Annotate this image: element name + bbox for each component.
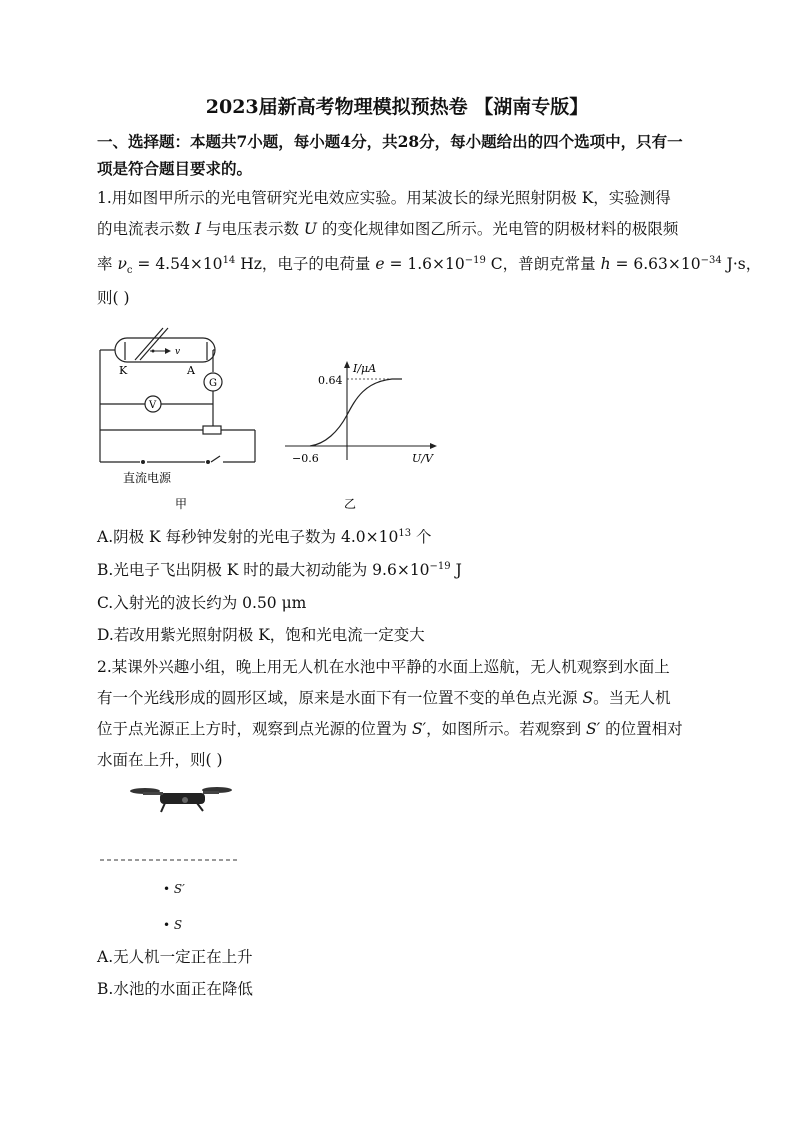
iu-curve	[310, 379, 402, 446]
q2-option-a: A.无人机一定正在上升	[97, 948, 253, 966]
q1-option-d: D.若改用紫光照射阴极 K，饱和光电流一定变大	[97, 626, 425, 644]
galvanometer-label: G	[209, 378, 217, 389]
q2-stem-line4: 水面在上升，则( )	[97, 751, 223, 769]
q2-stem-line3: 位于点光源正上方时，观察到点光源的位置为 S′，如图所示。若观察到 S′ 的位置相对	[97, 720, 683, 738]
cathode-label: K	[119, 364, 128, 377]
q2-stem-line1: 2.某课外兴趣小组，晚上用无人机在水池中平静的水面上巡航，无人机观察到水面上	[97, 658, 670, 676]
q1-stem-line1: 1.用如图甲所示的光电管研究光电效应实验。用某波长的绿光照射阴极 K，实验测得	[97, 189, 671, 207]
image-point-s-prime: • S′	[163, 882, 185, 896]
drone-icon	[125, 783, 240, 815]
section-instruction-line2: 项是符合题目要求的。	[97, 159, 253, 178]
voltmeter-label: V	[149, 400, 157, 411]
figure-jia-label: 甲	[175, 497, 188, 511]
power-supply-label: 直流电源	[123, 471, 172, 485]
figure-yi-label: 乙	[344, 497, 357, 511]
y-tick-label: 0.64	[318, 374, 343, 387]
q1-option-b: B.光电子飞出阴极 K 时的最大初动能为 $9.6\times 10^{-19}$ J	[97, 560, 462, 579]
light-source-s: • S	[163, 918, 183, 932]
q1-option-a: A.阴极 K 每秒钟发射的光电子数为 $4.0\times 10^{13}$ 个	[97, 527, 432, 546]
figure-yi-graph	[280, 360, 450, 515]
q1-stem-line3: 率 $\nu_c = 4.54\times 10^{14}$ Hz，电子的电荷量 $e = 1.6\times 10^{-19}$ C，普朗克常量 $h = 6.63\times 10^{-34}$ J·s，	[97, 254, 762, 277]
section-instruction-line1: 一、选择题：本题共7小题，每小题4分，共28分，每小题给出的四个选项中，只有一	[97, 132, 683, 151]
page-title: 2023届新高考物理模拟预热卷 【湖南专版】	[205, 96, 589, 118]
x-tick-label: −0.6	[292, 452, 319, 465]
q1-option-c: C.入射光的波长约为 0.50 μm	[97, 594, 307, 612]
q1-stem-line4: 则( )	[97, 289, 130, 307]
electron-velocity-label: v	[175, 347, 181, 357]
q1-stem-line2: 的电流表示数 I 与电压表示数 U 的变化规律如图乙所示。光电管的阴极材料的极限频	[97, 220, 679, 238]
x-axis-label: U/V	[412, 452, 433, 465]
anode-label: A	[187, 364, 195, 377]
figure-jia-circuit	[95, 322, 265, 512]
water-surface-line	[100, 856, 245, 864]
q2-option-b: B.水池的水面正在降低	[97, 980, 253, 998]
q2-stem-line2: 有一个光线形成的圆形区域，原来是水面下有一位置不变的单色点光源 S。当无人机	[97, 689, 671, 707]
y-axis-label: I/μA	[353, 362, 377, 375]
